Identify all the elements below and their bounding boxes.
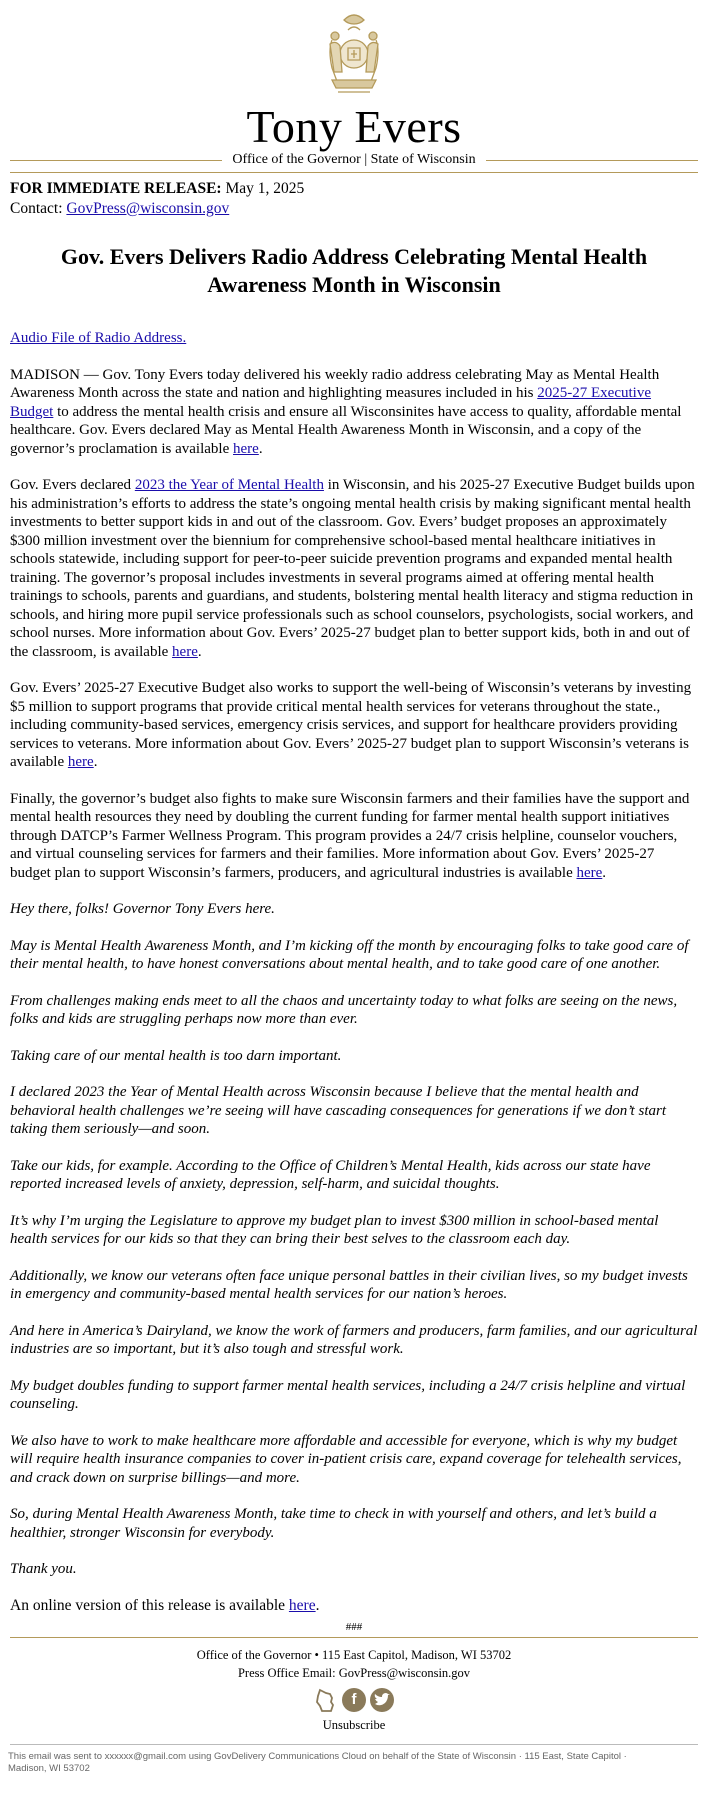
address-paragraph: I declared 2023 the Year of Mental Health across Wisconsin because I believe that the mental health and behavioral health challenges we’re seeing will have cascading consequences for generations if we don’t start taking them seriously—and soon. xyxy=(10,1084,666,1137)
veterans-budget-link[interactable]: here xyxy=(67,754,94,770)
release-meta xyxy=(10,179,698,219)
divider xyxy=(10,1637,698,1638)
address-paragraph: We also have to work to make healthcare more affordable and accessible for everyone, which is why my budget will require health insurance companies to cover in-patient crisis care, expand coverage for telehealth services, and crack down on surprise billings—and more. xyxy=(10,1432,682,1486)
letterhead xyxy=(10,0,698,173)
address-paragraph: From challenges making ends meet to all the chaos and uncertainty today to what folks are seeing on the news, folks and kids are struggling perhaps now more than ever. xyxy=(10,992,678,1027)
divider xyxy=(10,172,698,173)
release-date-line xyxy=(10,179,698,199)
address-paragraph: Additionally, we know our veterans often face unique personal battles in their civilian lives, so my budget invests in emergency and community-based mental health services for our nation’s heroes. xyxy=(10,1267,688,1302)
proclamation-link[interactable]: here xyxy=(233,440,259,457)
kids-budget-link[interactable]: here xyxy=(172,643,198,660)
address-paragraph: Hey there, folks! Governor Tony Evers here. xyxy=(10,901,275,917)
end-mark: ### xyxy=(345,1621,363,1633)
contact-email-link[interactable]: GovPress@wisconsin.gov xyxy=(66,200,230,217)
audio-file-link[interactable]: Audio File of Radio Address. xyxy=(10,330,187,346)
paragraph-veterans: Gov. Evers’ 2025-27 Executive Budget also works to support the well-being of Wisconsin’s veterans by investing $5 million to support programs that provide critical mental health services for veterans throughout the state., including community-based services, emergency crisis services, and support for healthcare providers providing services to veterans. More information about Gov. Evers’ 2025-27 budget plan to support Wisconsin’s veterans is available here. xyxy=(10,680,692,770)
office-line-row xyxy=(10,152,698,168)
executive-budget-link[interactable]: 2025-27 Executive Budget xyxy=(10,385,651,420)
address-paragraph: So, during Mental Health Awareness Month, take time to check in with yourself and others, and let’s build a healthier, stronger Wisconsin for everybody. xyxy=(10,1506,657,1541)
social-links xyxy=(10,1688,698,1712)
divider xyxy=(486,160,698,161)
contact-line xyxy=(10,199,698,219)
release-label: FOR IMMEDIATE RELEASE: xyxy=(10,180,222,197)
paragraph-farmers: Finally, the governor’s budget also fights to make sure Wisconsin farmers and their families have the support and mental health resources they need by doubling the current funding for farmer mental health support initiatives through DATCP’s Farmer Wellness Program. This program provides a 24/7 crisis helpline, counselor vouchers, and virtual counseling services for farmers and their families. More information about Gov. Evers’ 2025-27 budget plan to support Wisconsin’s farmers, producers, and agricultural industries is available here. xyxy=(10,790,690,881)
office-line: Office of the Governor | State of Wisconsin xyxy=(232,152,476,167)
twitter-icon[interactable] xyxy=(370,1688,394,1712)
wisconsin-icon[interactable] xyxy=(314,1688,338,1712)
online-version-link[interactable]: here xyxy=(288,1596,316,1614)
farmers-budget-link[interactable]: here xyxy=(576,864,603,881)
footer-address: Office of the Governor • 115 East Capitol, Madison, WI 53702 xyxy=(196,1648,512,1662)
release-date: May 1, 2025 xyxy=(225,180,305,197)
email-disclaimer: This email was sent to xxxxxx@gmail.com using GovDelivery Communications Cloud on behalf of the State of Wisconsin · 115 East, State Capitol · Madison, WI 53702 xyxy=(8,1751,627,1774)
state-seal-icon xyxy=(318,10,390,98)
address-paragraph: Take our kids, for example. According to the Office of Children’s Mental Health, kids across our state have reported increased levels of anxiety, depression, self-harm, and suicidal thoughts. xyxy=(10,1157,651,1192)
address-paragraph: My budget doubles funding to support farmer mental health services, including a 24/7 crisis helpline and virtual counseling. xyxy=(10,1377,686,1412)
address-paragraph: Thank you. xyxy=(10,1561,77,1577)
address-paragraph: It’s why I’m urging the Legislature to approve my budget plan to invest $300 million in school-based mental health services for our kids so that they can bring their best selves to the classroom each day. xyxy=(10,1212,659,1247)
year-of-mental-health-link[interactable]: 2023 the Year of Mental Health xyxy=(134,477,324,493)
divider xyxy=(10,1744,698,1745)
facebook-icon[interactable]: f xyxy=(342,1688,366,1712)
divider xyxy=(10,160,222,161)
paragraph-madison: MADISON — Gov. Tony Evers today delivered his weekly radio address celebrating May as Mental Health Awareness Month across the state and nation and highlighting measures included in his 2025-27 Executive Budget to address the mental health crisis and ensure all Wisconsinites have access to quality, affordable mental healthcare. Gov. Evers declared May as Mental Health Awareness Month in Wisconsin, and a copy of the governor’s proclamation is available here. xyxy=(10,366,682,457)
governor-name: Tony Evers xyxy=(246,101,462,152)
online-version-line: An online version of this release is available here. xyxy=(10,1596,320,1614)
headline: Gov. Evers Delivers Radio Address Celebrating Mental Health Awareness Month in Wisconsin xyxy=(60,244,648,297)
address-paragraph: And here in America’s Dairyland, we know the work of farmers and producers, farm families, and our agricultural industries are so important, but it’s also tough and stressful work. xyxy=(10,1322,698,1357)
address-paragraph: Taking care of our mental health is too darn important. xyxy=(10,1047,342,1064)
unsubscribe-link[interactable]: Unsubscribe xyxy=(322,1718,386,1732)
address-paragraph: May is Mental Health Awareness Month, and I’m kicking off the month by encouraging folks to take good care of their mental health, to have honest conversations about mental health, and to take good care of one another. xyxy=(10,937,689,972)
footer-press-email: Press Office Email: GovPress@wisconsin.gov xyxy=(237,1666,471,1680)
contact-label: Contact: xyxy=(10,200,63,217)
paragraph-year-of-mental-health: Gov. Evers declared 2023 the Year of Mental Health in Wisconsin, and his 2025-27 Executive Budget builds upon his administration’s efforts to address the state’s ongoing mental health crisis by making significant mental health investments to better support kids in and out of the classroom. Gov. Evers’ budget proposes an approximately $300 million investment over the biennium for comprehensive school-based mental healthcare initiatives in schools statewide, including support for peer-to-peer suicide prevention programs and expanded mental health training. The governor’s proposal includes investments in several programs aimed at offering mental health trainings to schools, parents and guardians, and students, bolstering mental health literacy and stigma reduction in schools, and hiring more pupil service professionals such as school counselors, psychologists, social workers, and school nurses. More information about Gov. Evers’ 2025-27 budget plan to better support kids, both in and out of the classroom, is available here. xyxy=(10,477,695,660)
footer xyxy=(10,1646,698,1734)
